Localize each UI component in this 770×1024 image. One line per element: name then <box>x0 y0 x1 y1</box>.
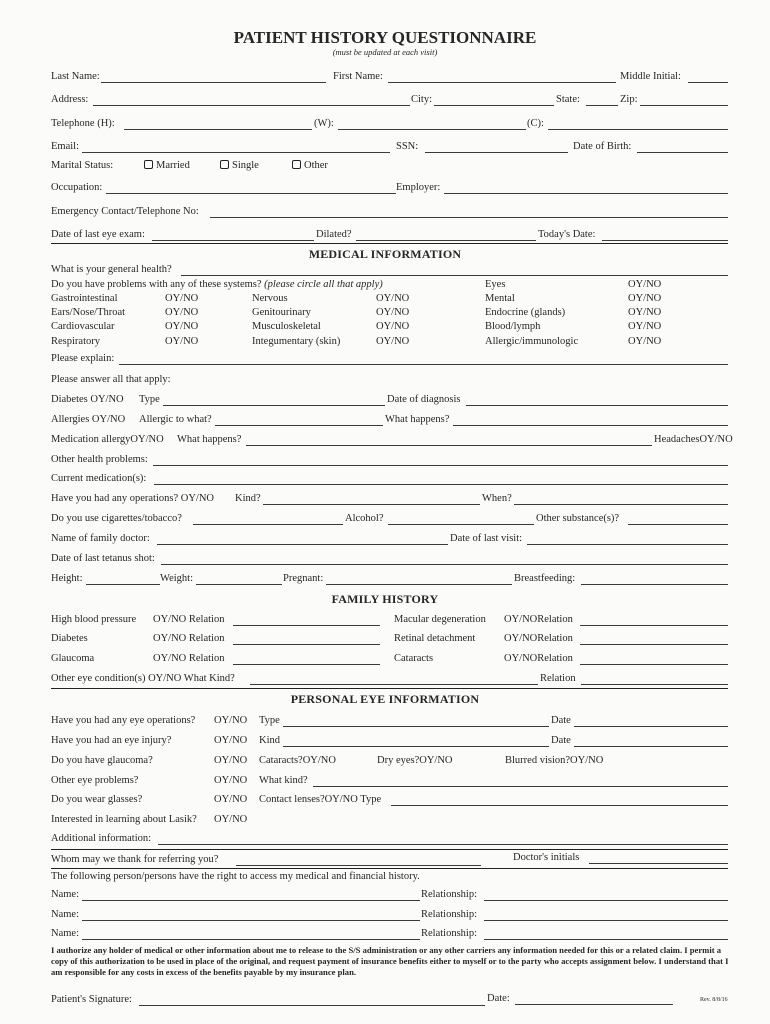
diabetes-type-label: Type <box>139 394 160 405</box>
last-name-field[interactable] <box>101 82 326 83</box>
pregnant-label: Pregnant: <box>283 573 324 584</box>
date-diagnosis-label: Date of diagnosis <box>387 394 461 405</box>
answer-all-label: Please answer all that apply: <box>51 374 171 385</box>
yes-no-relation[interactable]: OY/NO Relation <box>153 633 225 644</box>
eye-operation-type-field[interactable] <box>283 726 549 727</box>
telephone-cell-field[interactable] <box>548 129 728 130</box>
date-diagnosis-field[interactable] <box>466 405 728 406</box>
yes-no-option[interactable]: OY/NO <box>214 755 248 766</box>
ssn-field[interactable] <box>425 152 568 153</box>
yes-no-option[interactable]: OY/NO <box>376 321 410 332</box>
other-eye-relation-label: Relation <box>540 673 576 684</box>
relation-field[interactable] <box>233 644 380 645</box>
other-substances-field[interactable] <box>628 524 728 525</box>
yes-no-option[interactable]: OY/NO <box>214 735 248 746</box>
relation-field[interactable] <box>233 664 380 665</box>
first-name-label: First Name: <box>333 71 383 82</box>
access-name-field[interactable] <box>82 900 420 901</box>
problems-prompt <box>51 279 383 291</box>
height-label: Height: <box>51 573 83 584</box>
yes-no-relation[interactable]: OY/NORelation <box>504 653 573 664</box>
cataracts-yes-no[interactable]: Cataracts?OY/NO <box>259 755 336 766</box>
single-label: Single <box>232 160 259 171</box>
referring-field[interactable] <box>236 865 481 866</box>
access-name-field[interactable] <box>82 920 420 921</box>
doctor-initials-field[interactable] <box>589 863 728 864</box>
section-divider <box>51 688 728 689</box>
glasses-label: Do you wear glasses? <box>51 794 143 805</box>
dry-eyes-yes-no[interactable]: Dry eyes?OY/NO <box>377 755 453 766</box>
family-condition: Diabetes <box>51 633 88 644</box>
additional-info-field[interactable] <box>158 844 728 845</box>
height-field[interactable] <box>86 584 160 585</box>
yes-no-option[interactable]: OY/NO <box>165 293 199 304</box>
single-option[interactable] <box>220 160 259 172</box>
form-subtitle: (must be updated at each visit) <box>332 47 438 57</box>
weight-label: Weight: <box>160 573 193 584</box>
relation-field[interactable] <box>233 625 380 626</box>
system-item: Respiratory <box>51 336 100 347</box>
last-visit-field[interactable] <box>527 544 728 545</box>
operation-kind-field[interactable] <box>263 504 480 505</box>
todays-date-label: Today's Date: <box>538 229 596 240</box>
last-visit-label: Date of last visit: <box>450 533 523 544</box>
yes-no-option[interactable]: OY/NO <box>628 321 662 332</box>
family-condition: Glaucoma <box>51 653 95 664</box>
telephone-home-label: Telephone (H): <box>51 118 115 129</box>
eye-injury-kind-label: Kind <box>259 735 280 746</box>
system-item: Ears/Nose/Throat <box>51 307 126 318</box>
family-condition: High blood pressure <box>51 614 137 625</box>
family-doctor-label: Name of family doctor: <box>51 533 150 544</box>
contact-lenses-yes-no[interactable]: Contact lenses?OY/NO Type <box>259 794 382 805</box>
eye-problem-kind-label: What kind? <box>259 775 308 786</box>
problems-note: (please circle all that apply) <box>264 279 383 290</box>
system-item: Musculoskeletal <box>252 321 321 332</box>
married-label: Married <box>156 160 190 171</box>
allergic-to-field[interactable] <box>215 425 383 426</box>
system-item: Genitourinary <box>252 307 311 318</box>
eye-injury-date-label: Date <box>551 735 571 746</box>
operation-when-label: When? <box>482 493 512 504</box>
eye-injury-date-field[interactable] <box>574 746 728 747</box>
relation-field[interactable] <box>580 664 728 665</box>
alcohol-label: Alcohol? <box>345 513 384 524</box>
system-item: Endocrine (glands) <box>485 307 566 318</box>
email-label: Email: <box>51 141 79 152</box>
current-meds-field[interactable] <box>154 484 728 485</box>
signature-date-field[interactable] <box>515 1004 673 1005</box>
general-health-label: What is your general health? <box>51 264 172 275</box>
first-name-field[interactable] <box>388 82 616 83</box>
diabetes-yes-no[interactable]: Diabetes OY/NO <box>51 394 124 405</box>
yes-no-option[interactable]: OY/NO <box>214 794 248 805</box>
referring-label: Whom may we thank for referring you? <box>51 854 219 865</box>
doctor-initials-label: Doctor's initials <box>513 852 580 863</box>
signature-field[interactable] <box>139 1005 485 1006</box>
section-divider <box>51 868 728 869</box>
other-option[interactable] <box>292 160 328 172</box>
other-substances-label: Other substance(s)? <box>536 513 620 524</box>
family-condition: Retinal detachment <box>394 633 476 644</box>
system-item: Nervous <box>252 293 288 304</box>
other-problems-label: Other health problems: <box>51 454 148 465</box>
email-field[interactable] <box>82 152 390 153</box>
tetanus-label: Date of last tetanus shot: <box>51 553 155 564</box>
signature-date-label: Date: <box>487 993 510 1004</box>
medication-happens-field[interactable] <box>246 445 652 446</box>
other-eye-problems-label: Other eye problems? <box>51 775 139 786</box>
yes-no-option[interactable]: OY/NO <box>165 307 199 318</box>
yes-no-option[interactable]: OY/NO <box>628 279 662 290</box>
single-checkbox[interactable] <box>220 160 229 169</box>
access-relationship-label: Relationship: <box>421 889 477 900</box>
address-label: Address: <box>51 94 89 105</box>
weight-field[interactable] <box>196 584 282 585</box>
system-item: Allergic/immunologic <box>485 336 579 347</box>
general-health-field[interactable] <box>181 275 728 276</box>
operation-kind-label: Kind? <box>235 493 261 504</box>
yes-no-option[interactable]: OY/NO <box>628 307 662 318</box>
system-item: Integumentary (skin) <box>252 336 341 347</box>
emergency-contact-label: Emergency Contact/Telephone No: <box>51 206 199 217</box>
access-name-label: Name: <box>51 909 79 920</box>
family-condition: Macular degeneration <box>394 614 486 625</box>
system-item: Mental <box>485 293 515 304</box>
other-eye-condition[interactable]: Other eye condition(s) OY/NO What Kind? <box>51 673 235 684</box>
other-checkbox[interactable] <box>292 160 301 169</box>
telephone-cell-label: (C): <box>527 118 544 129</box>
todays-date-field[interactable] <box>602 240 728 241</box>
authorization-statement: I authorize any holder of medical or other information about me to release to the S/S administration or any other carriers any information needed for this or a related claim. I permit a copy of this authorization to be used in place of the original, and request payment of insurance benefits either to myself or to the party who accepts assignment below. I understand that I am responsible for any costs in excess of the benefits payable by my insurance plan. <box>51 945 729 977</box>
yes-no-relation[interactable]: OY/NORelation <box>504 614 573 625</box>
yes-no-option[interactable]: OY/NO <box>376 307 410 318</box>
lasik-yes-no[interactable]: OY/NO <box>214 814 248 825</box>
section-divider <box>51 849 728 850</box>
please-explain-field[interactable] <box>119 364 728 365</box>
form-title: PATIENT HISTORY QUESTIONNAIRE <box>233 28 537 47</box>
yes-no-option[interactable]: OY/NO <box>628 336 662 347</box>
eye-operations-label: Have you had any eye operations? <box>51 715 196 726</box>
married-option[interactable] <box>144 160 190 172</box>
relation-field[interactable] <box>580 644 728 645</box>
system-item: Cardiovascular <box>51 321 115 332</box>
dilated-label: Dilated? <box>316 229 352 240</box>
current-meds-label: Current medication(s): <box>51 473 147 484</box>
state-field[interactable] <box>586 105 618 106</box>
pregnant-field[interactable] <box>326 584 512 585</box>
family-condition: Cataracts <box>394 653 434 664</box>
access-relationship-field[interactable] <box>484 900 728 901</box>
last-eye-exam-field[interactable] <box>152 240 314 241</box>
yes-no-option[interactable]: OY/NO <box>165 321 199 332</box>
emergency-contact-field[interactable] <box>210 217 728 218</box>
problems-prompt-text: Do you have problems with any of these systems? <box>51 279 262 290</box>
access-relationship-label: Relationship: <box>421 909 477 920</box>
yes-no-relation[interactable]: OY/NO Relation <box>153 653 225 664</box>
yes-no-relation[interactable]: OY/NO Relation <box>153 614 225 625</box>
other-problems-field[interactable] <box>153 465 728 466</box>
married-checkbox[interactable] <box>144 160 153 169</box>
other-label: Other <box>304 160 328 171</box>
zip-field[interactable] <box>640 105 728 106</box>
dilated-field[interactable] <box>356 240 536 241</box>
middle-initial-label: Middle Initial: <box>620 71 681 82</box>
employer-label: Employer: <box>396 182 441 193</box>
blurred-vision-yes-no[interactable]: Blurred vision?OY/NO <box>505 755 604 766</box>
city-label: City: <box>411 94 433 105</box>
other-eye-kind-field[interactable] <box>250 684 538 685</box>
access-name-field[interactable] <box>82 939 420 940</box>
cigarettes-field[interactable] <box>193 524 343 525</box>
state-label: State: <box>556 94 580 105</box>
please-explain-label: Please explain: <box>51 353 115 364</box>
additional-info-label: Additional information: <box>51 833 152 844</box>
occupation-field[interactable] <box>106 193 396 194</box>
tetanus-field[interactable] <box>161 564 728 565</box>
access-statement: The following person/persons have the right to access my medical and financial history. <box>51 871 420 882</box>
eye-operation-type-label: Type <box>259 715 280 726</box>
system-item: Gastrointestinal <box>51 293 118 304</box>
telephone-work-field[interactable] <box>338 129 526 130</box>
marital-status-label: Marital Status: <box>51 160 114 171</box>
occupation-label: Occupation: <box>51 182 103 193</box>
yes-no-option[interactable]: OY/NO <box>376 336 410 347</box>
access-name-label: Name: <box>51 889 79 900</box>
cigarettes-label: Do you use cigarettes/tobacco? <box>51 513 182 524</box>
other-eye-relation-field[interactable] <box>581 684 728 685</box>
yes-no-option[interactable]: OY/NO <box>628 293 662 304</box>
signature-label: Patient's Signature: <box>51 994 132 1005</box>
ssn-label: SSN: <box>396 141 419 152</box>
eye-injury-label: Have you had an eye injury? <box>51 735 172 746</box>
glaucoma-label: Do you have glaucoma? <box>51 755 153 766</box>
breastfeeding-label: Breastfeeding: <box>514 573 576 584</box>
eye-operation-date-field[interactable] <box>574 726 728 727</box>
last-eye-exam-label: Date of last eye exam: <box>51 229 145 240</box>
personal-eye-heading: PERSONAL EYE INFORMATION <box>290 692 480 706</box>
eye-operation-date-label: Date <box>551 715 571 726</box>
family-doctor-field[interactable] <box>157 544 448 545</box>
allergy-happens-field[interactable] <box>453 425 728 426</box>
middle-initial-field[interactable] <box>688 82 728 83</box>
breastfeeding-field[interactable] <box>581 584 728 585</box>
allergic-to-label: Allergic to what? <box>139 414 212 425</box>
eye-injury-kind-field[interactable] <box>283 746 549 747</box>
telephone-home-field[interactable] <box>124 129 312 130</box>
operation-when-field[interactable] <box>514 504 728 505</box>
lasik-label: Interested in learning about Lasik? <box>51 814 197 825</box>
alcohol-field[interactable] <box>388 524 534 525</box>
diabetes-type-field[interactable] <box>163 405 385 406</box>
yes-no-relation[interactable]: OY/NORelation <box>504 633 573 644</box>
allergy-happens-label: What happens? <box>385 414 450 425</box>
access-relationship-field[interactable] <box>484 920 728 921</box>
address-field[interactable] <box>93 105 410 106</box>
yes-no-option[interactable]: OY/NO <box>214 715 248 726</box>
yes-no-option[interactable]: OY/NO <box>214 775 248 786</box>
revision-note: Rev. 8/8/16 <box>700 997 728 1003</box>
medical-heading: MEDICAL INFORMATION <box>308 247 462 261</box>
medication-happens-label: What happens? <box>177 434 242 445</box>
access-relationship-label: Relationship: <box>421 928 477 939</box>
family-history-heading: FAMILY HISTORY <box>331 592 439 606</box>
access-name-label: Name: <box>51 928 79 939</box>
yes-no-option[interactable]: OY/NO <box>376 293 410 304</box>
section-divider <box>51 243 728 244</box>
access-relationship-field[interactable] <box>484 939 728 940</box>
contact-lenses-type-field[interactable] <box>391 805 728 806</box>
dob-label: Date of Birth: <box>573 141 632 152</box>
medication-allergy-yes-no[interactable]: Medication allergyOY/NO <box>51 434 164 445</box>
yes-no-option[interactable]: OY/NO <box>165 336 199 347</box>
dob-field[interactable] <box>637 152 728 153</box>
allergies-yes-no[interactable]: Allergies OY/NO <box>51 414 126 425</box>
relation-field[interactable] <box>580 625 728 626</box>
eye-problem-kind-field[interactable] <box>313 786 728 787</box>
last-name-label: Last Name: <box>51 71 100 82</box>
city-field[interactable] <box>434 105 554 106</box>
operations-yes-no[interactable]: Have you had any operations? OY/NO <box>51 493 214 504</box>
system-item: Blood/lymph <box>485 321 541 332</box>
system-item: Eyes <box>485 279 506 290</box>
telephone-work-label: (W): <box>314 118 334 129</box>
zip-label: Zip: <box>620 94 638 105</box>
headaches-yes-no[interactable]: HeadachesOY/NO <box>654 434 733 445</box>
employer-field[interactable] <box>444 193 728 194</box>
